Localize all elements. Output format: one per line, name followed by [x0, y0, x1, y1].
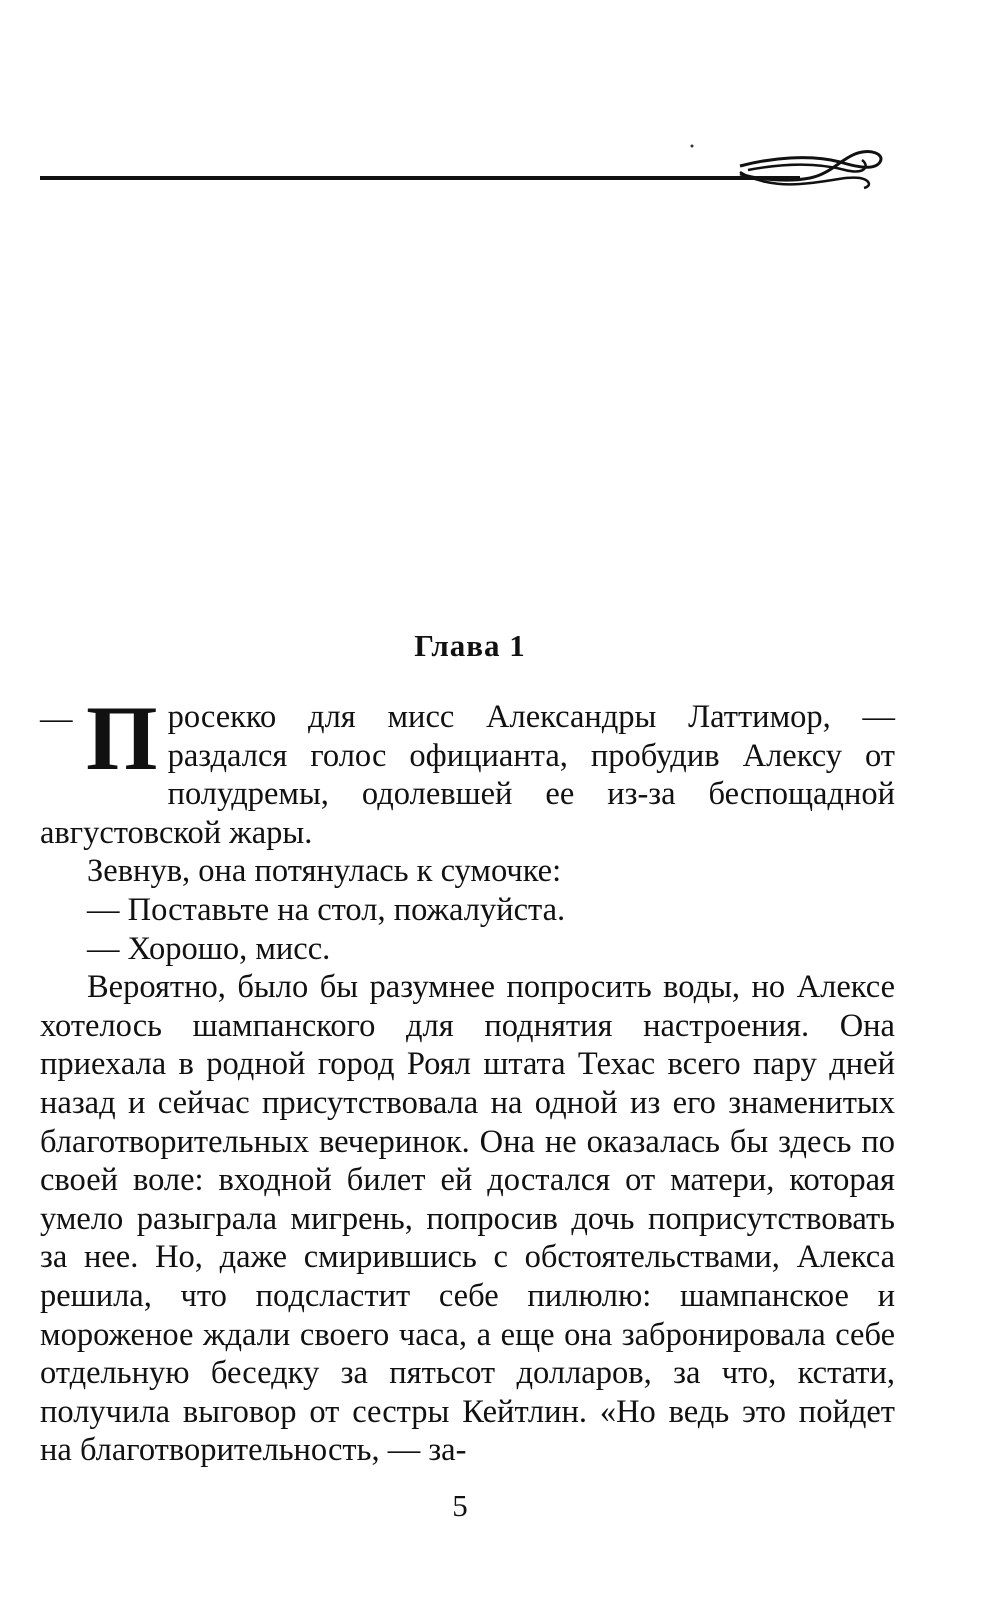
- paragraph-1-text: росекко для мисс Александры Латтимор, — раздался голос официанта, пробудив Алексу от полудремы, одолевшей ее из-за беспощадной августовской жары.: [40, 699, 895, 851]
- dropcap-letter: П: [86, 687, 158, 789]
- paragraph-2: Зевнув, она потянулась к сумочке:: [87, 853, 562, 890]
- chapter-header-ornament: [40, 140, 900, 200]
- dialogue-dash: —: [40, 701, 73, 737]
- dropcap-group: [40, 687, 168, 789]
- paragraph-1: [40, 687, 895, 852]
- chapter-title: Глава 1: [414, 628, 526, 663]
- paragraph-3: — Поставьте на стол, пожалуйста.: [87, 891, 566, 928]
- paragraph-4: — Хорошо, мисс.: [87, 930, 331, 967]
- page-number: 5: [452, 1488, 468, 1523]
- paragraph-5: Вероятно, было бы разумнее попросить воды, но Алексе хотелось шампанского для поднятия настроения. Она приехала в родной город Роял штата Техас всего пару дней назад и сейчас присутствовала на одной из его знаменитых благотворительных вечеринок. Она не оказалась бы здесь по своей воле: входной билет ей достался от матери, которая умело разыграла мигрень, попросив дочь поприсутствовать за нее. Но, даже смирившись с обстоятельствами, Алекса решила, что подсластит себе пилюлю: шампанское и мороженое ждали своего часа, а еще она забронировала себе отдельную беседку за пятьсот долларов, за что, кстати, получила выговор от сестры Кейтлин. «Но ведь это пойдет на благотворительность, — за-: [40, 969, 895, 1469]
- body-text: [40, 687, 895, 1470]
